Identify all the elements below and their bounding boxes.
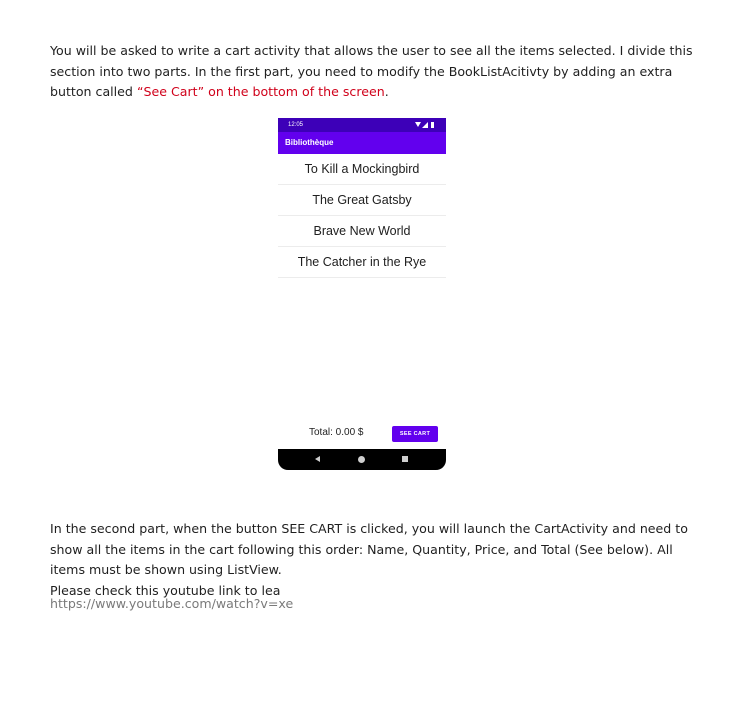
- intro-paragraph: [50, 41, 693, 103]
- home-icon[interactable]: [358, 456, 365, 463]
- intro-line-1: You will be asked to write a cart activity that allows the user to see all the items selected. I divide this: [50, 43, 693, 58]
- second-line-3: items must be shown using ListView.: [50, 562, 282, 577]
- intro-line-3-suffix: .: [384, 84, 389, 99]
- phone-screenshot: [278, 118, 446, 470]
- second-line-2: show all the items in the cart following this order: Name, Quantity, Price, and Total (See below). All: [50, 541, 673, 557]
- second-paragraph: [50, 519, 690, 611]
- signal-battery-icon: [414, 122, 436, 128]
- list-item[interactable]: The Great Gatsby: [278, 185, 446, 216]
- second-line-1: In the second part, when the button SEE CART is clicked, you will launch the CartActivity and need to: [50, 521, 688, 536]
- book-list: [278, 154, 446, 278]
- intro-line-2: section into two parts. In the first part, you need to modify the BookListAcitivty by adding an extra: [50, 63, 673, 79]
- app-bar: [278, 132, 446, 154]
- see-cart-button[interactable]: SEE CART: [392, 426, 438, 442]
- back-icon[interactable]: [315, 456, 320, 462]
- see-cart-highlight: “See Cart” on the bottom of the screen: [136, 84, 385, 99]
- status-time: 12:05: [288, 122, 304, 128]
- second-line-4: Please check this youtube link to lea: [50, 582, 281, 598]
- status-bar: [278, 118, 446, 132]
- navigation-bar: [278, 449, 446, 470]
- list-item[interactable]: The Catcher in the Rye: [278, 247, 446, 278]
- recent-apps-icon[interactable]: [402, 456, 408, 462]
- youtube-link-cut[interactable]: https://www.youtube.com/watch?v=xe: [50, 596, 294, 611]
- intro-line-3-prefix: button called: [50, 84, 137, 99]
- list-item[interactable]: Brave New World: [278, 216, 446, 247]
- app-title: Bibliothèque: [285, 138, 334, 147]
- list-item[interactable]: To Kill a Mockingbird: [278, 154, 446, 185]
- intro-line-3: [50, 82, 690, 103]
- total-label: Total: 0.00 $: [309, 427, 364, 438]
